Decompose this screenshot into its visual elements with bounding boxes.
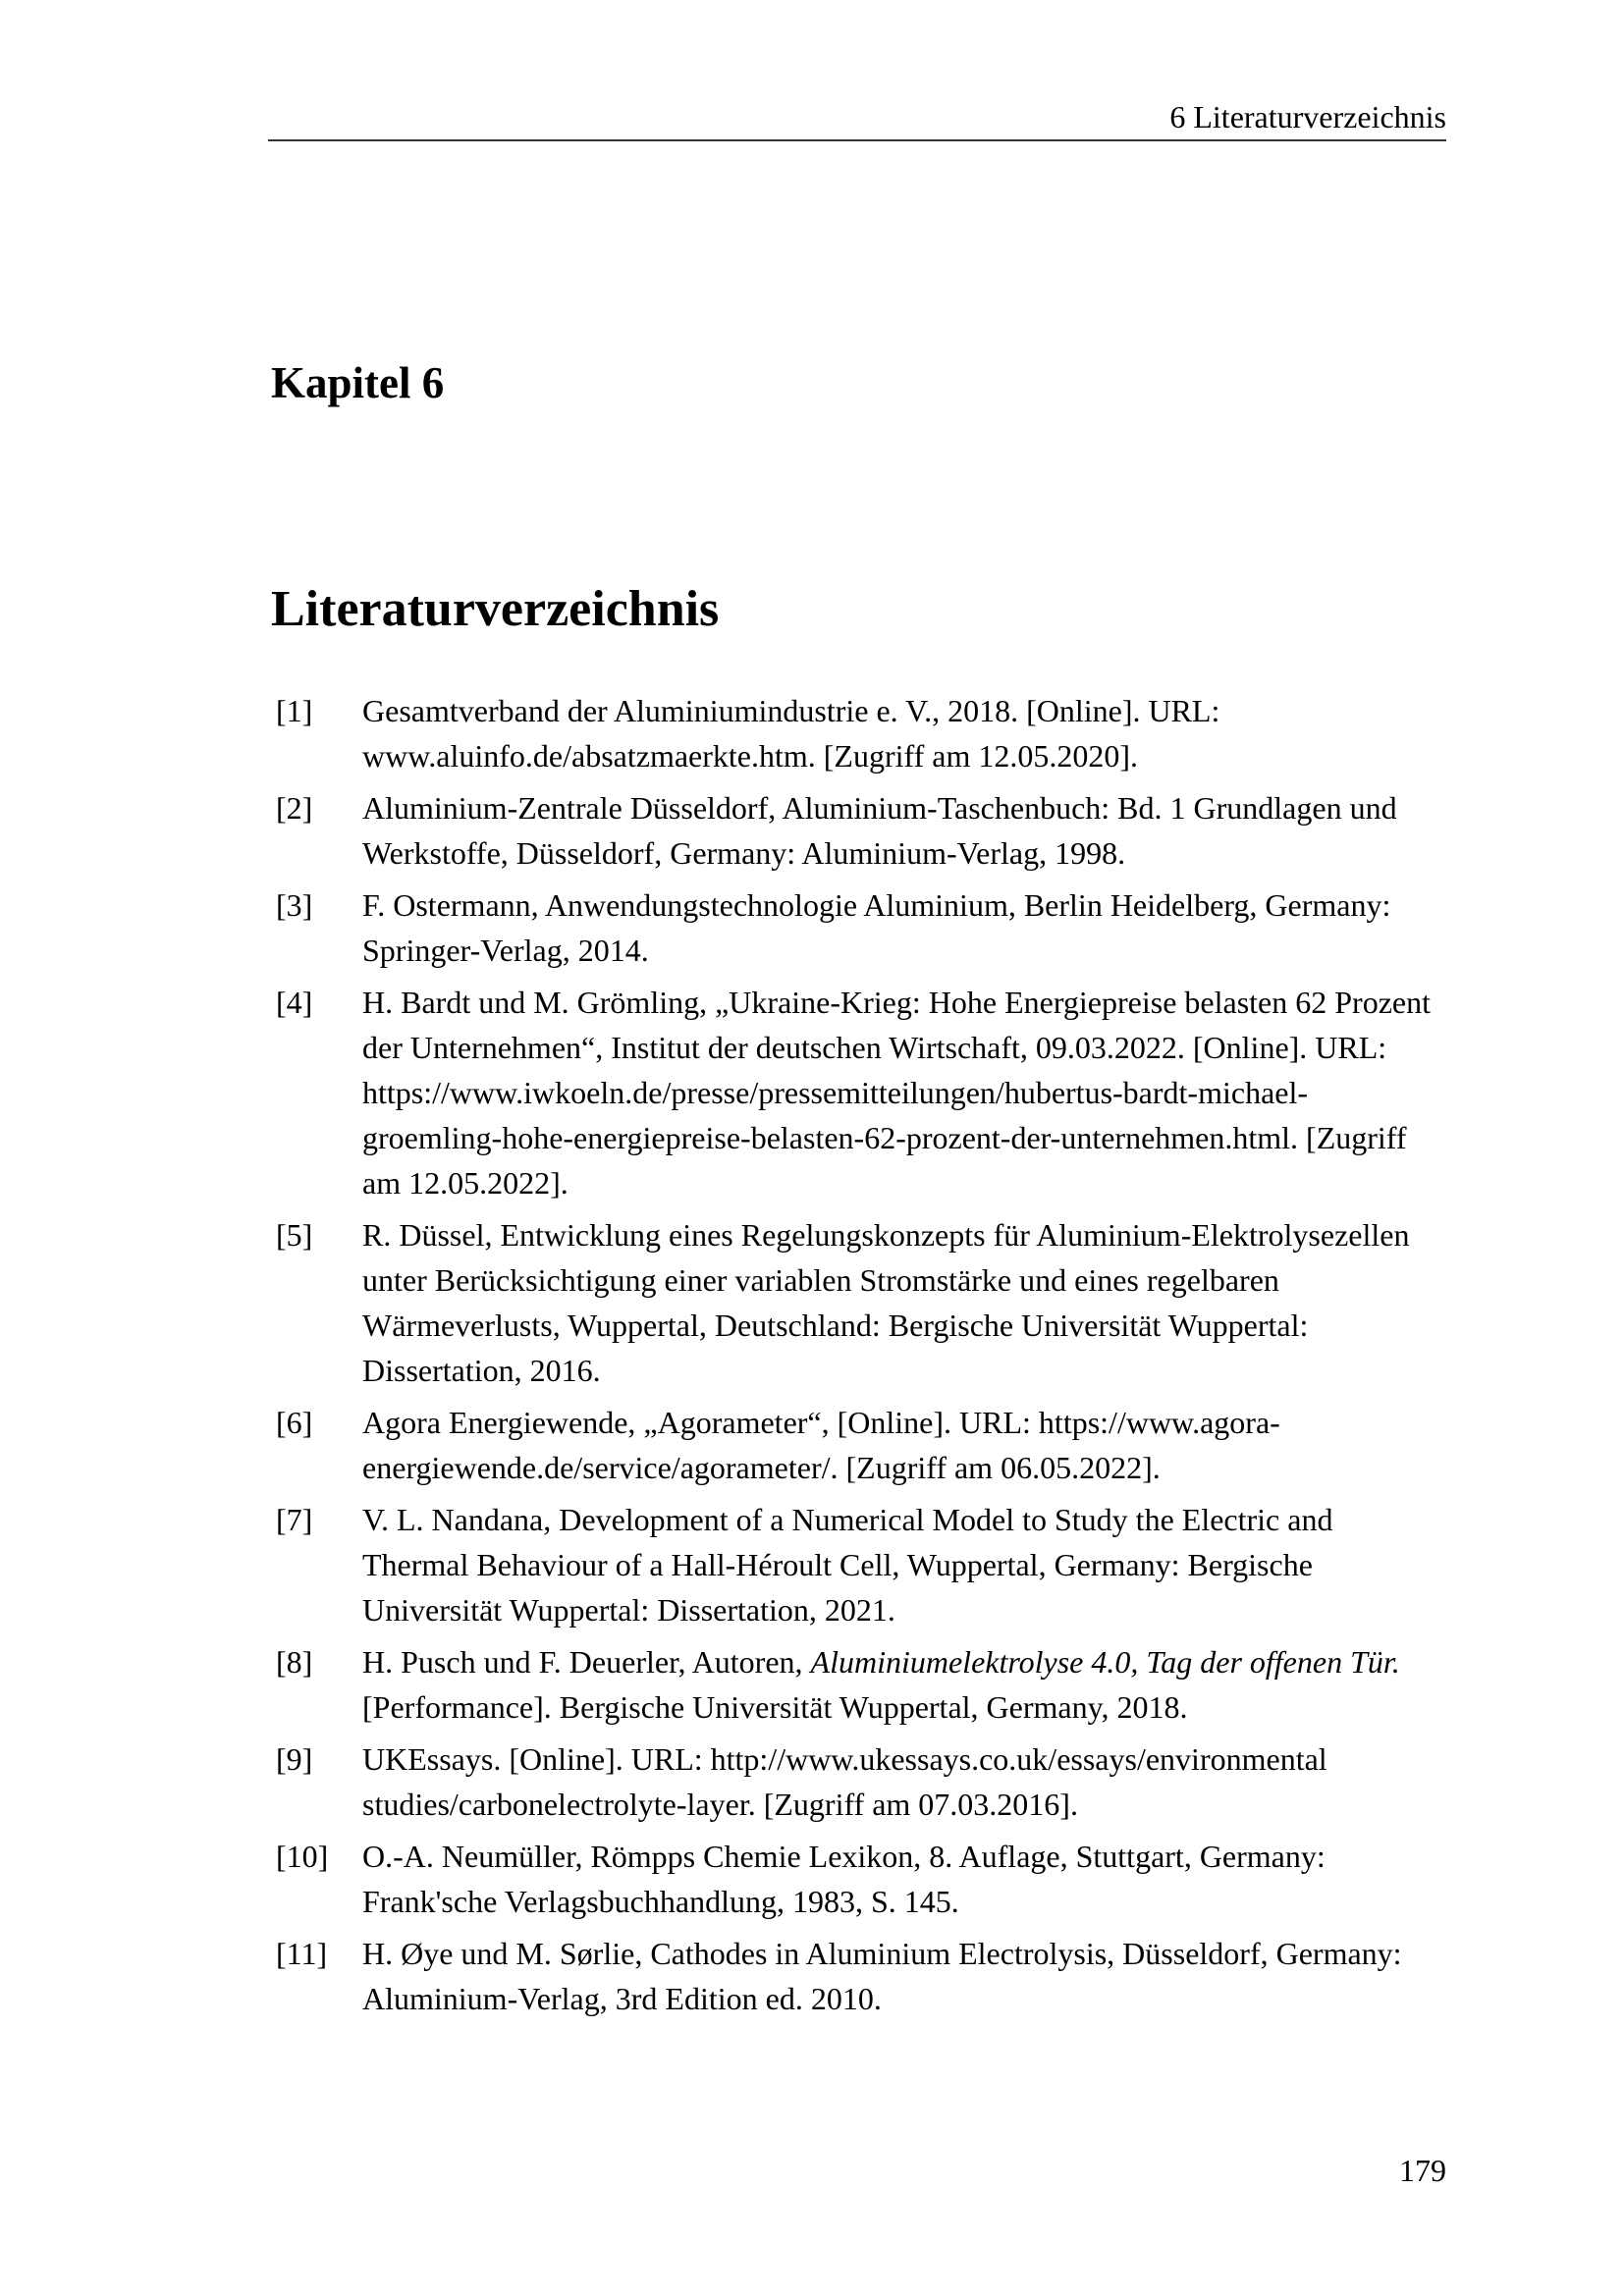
- reference-item: [271, 1212, 1444, 1393]
- reference-item: [271, 980, 1444, 1205]
- reference-segment: O.-A. Neumüller, Römpps Chemie Lexikon, 8. Auflage, Stuttgart, Germany: Frank'sche Verlagsbuchhandlung, 1983, S. 145.: [362, 1839, 1326, 1919]
- reference-text: [362, 1741, 1327, 1822]
- chapter-title: Literaturverzeichnis: [271, 581, 720, 637]
- reference-item: [271, 1931, 1444, 2021]
- reference-segment: UKEssays. [Online]. URL: http://www.ukessays.co.uk/essays/environmental studies/carbonelectrolyte-layer. [Zugriff am 07.03.2016].: [362, 1741, 1327, 1822]
- reference-item: [271, 688, 1444, 778]
- reference-segment: Aluminium-Zentrale Düsseldorf, Aluminium-Taschenbuch: Bd. 1 Grundlagen und Werkstoffe, Düsseldorf, Germany: Aluminium-Verlag, 1998.: [362, 790, 1397, 871]
- reference-segment: [Performance]. Bergische Universität Wuppertal, Germany, 2018.: [362, 1689, 1188, 1725]
- reference-segment-italic: Aluminiumelektrolyse 4.0, Tag der offenen Tür.: [810, 1644, 1400, 1680]
- reference-item: [271, 1639, 1444, 1730]
- reference-number: [1]: [276, 693, 313, 728]
- reference-text: [362, 985, 1431, 1201]
- reference-number: [6]: [276, 1405, 313, 1440]
- reference-segment: V. L. Nandana, Development of a Numerical Model to Study the Electric and Thermal Behaviour of a Hall-Héroult Cell, Wuppertal, Germany: Bergische Universität Wuppertal: Dissertation, 2021.: [362, 1502, 1333, 1628]
- reference-item: [271, 1736, 1444, 1827]
- reference-text: [362, 1405, 1280, 1485]
- reference-number: [11]: [276, 1936, 328, 1971]
- reference-item: [271, 1497, 1444, 1632]
- reference-number: [4]: [276, 985, 313, 1020]
- chapter-label: Kapitel 6: [271, 358, 445, 407]
- reference-text: [362, 887, 1390, 968]
- reference-text: [362, 1502, 1332, 1628]
- reference-text: [362, 1217, 1409, 1388]
- reference-item: [271, 882, 1444, 973]
- page-number: 179: [1399, 2153, 1446, 2188]
- reference-list: [271, 688, 1444, 2028]
- reference-text: [362, 1936, 1402, 2016]
- reference-item: [271, 1400, 1444, 1490]
- reference-text: [362, 1644, 1400, 1725]
- reference-number: [8]: [276, 1644, 313, 1680]
- reference-number: [2]: [276, 790, 313, 826]
- reference-segment: Agora Energiewende, „Agorameter“, [Online]. URL: https://www.agora-energiewende.de/service/agorameter/. [Zugriff am 06.05.2022].: [362, 1405, 1280, 1485]
- reference-segment: F. Ostermann, Anwendungstechnologie Aluminium, Berlin Heidelberg, Germany: Springer-Verlag, 2014.: [362, 887, 1391, 968]
- reference-number: [7]: [276, 1502, 313, 1537]
- running-header: [268, 94, 1446, 141]
- reference-item: [271, 1834, 1444, 1924]
- reference-text: [362, 1839, 1326, 1919]
- reference-segment: H. Pusch und F. Deuerler, Autoren,: [362, 1644, 811, 1680]
- reference-item: [271, 785, 1444, 876]
- running-header-title: 6 Literaturverzeichnis: [1169, 99, 1446, 134]
- reference-text: [362, 790, 1397, 871]
- reference-number: [3]: [276, 887, 313, 923]
- reference-segment: H. Bardt und M. Grömling, „Ukraine-Krieg: Hohe Energiepreise belasten 62 Prozent der Unternehmen“, Institut der deutschen Wirtschaft, 09.03.2022. [Online]. URL: https://www.iwkoeln.de/presse/pressemitteilungen/hubertus-bardt-michael-groemling-hohe-energiepreise-belasten-62-prozent-der-unternehmen.html. [Zugriff am 12.05.2022].: [362, 985, 1431, 1201]
- reference-segment: R. Düssel, Entwicklung eines Regelungskonzepts für Aluminium-Elektrolysezellen unter Berücksichtigung einer variablen Stromstärke und eines regelbaren Wärmeverlusts, Wuppertal, Deutschland: Bergische Universität Wuppertal: Dissertation, 2016.: [362, 1217, 1410, 1388]
- reference-number: [9]: [276, 1741, 313, 1777]
- reference-text: [362, 693, 1219, 774]
- reference-segment: H. Øye und M. Sørlie, Cathodes in Aluminium Electrolysis, Düsseldorf, Germany: Aluminium-Verlag, 3rd Edition ed. 2010.: [362, 1936, 1402, 2016]
- reference-number: [10]: [276, 1839, 329, 1874]
- reference-number: [5]: [276, 1217, 313, 1253]
- reference-segment: Gesamtverband der Aluminiumindustrie e. V., 2018. [Online]. URL: www.aluinfo.de/absatzmaerkte.htm. [Zugriff am 12.05.2020].: [362, 693, 1220, 774]
